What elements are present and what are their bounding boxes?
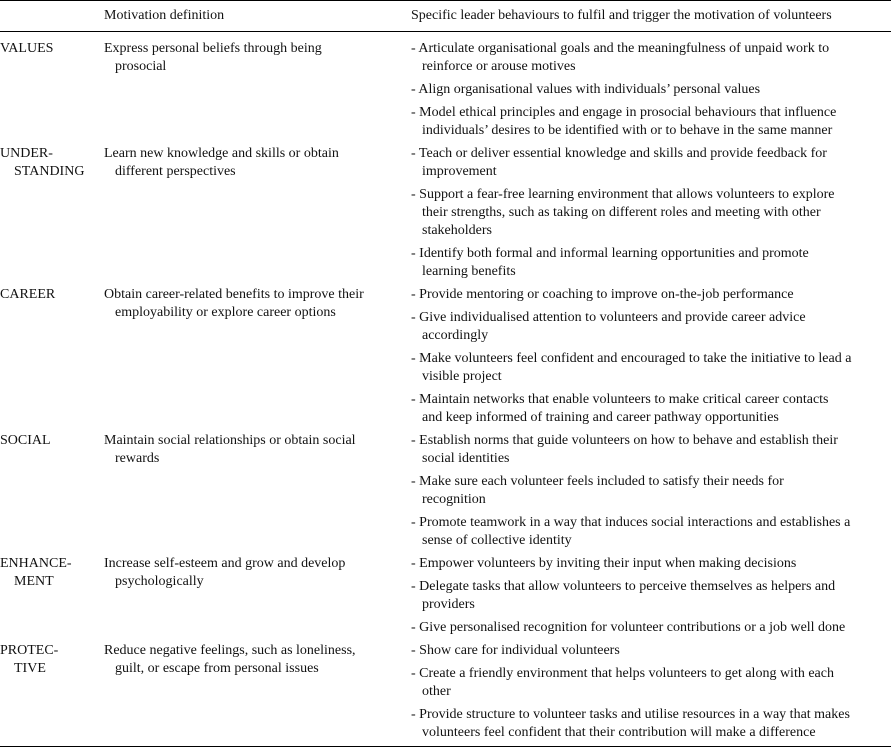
- behaviour-career-1: - Provide mentoring or coaching to improve on-the-job performance: [411, 287, 794, 302]
- behaviour-social-2: - Make sure each volunteer feels included to satisfy their needs for: [411, 474, 784, 489]
- header-rule: [0, 31, 891, 32]
- behaviour-understanding-2-cont-1: their strengths, such as taking on different roles and meeting with other: [422, 205, 821, 220]
- behaviour-protective-2: - Create a friendly environment that helps volunteers to get along with each: [411, 666, 834, 681]
- definition-social-line-1: Maintain social relationships or obtain social: [104, 433, 356, 448]
- behaviour-social-1: - Establish norms that guide volunteers on how to behave and establish their: [411, 433, 838, 448]
- behaviour-career-4-cont: and keep informed of training and career pathway opportunities: [422, 410, 779, 425]
- behaviour-values-3: - Model ethical principles and engage in prosocial behaviours that influence: [411, 105, 837, 120]
- behaviour-values-3-cont: individuals’ desires to be identified with or to behave in the same manner: [422, 123, 833, 138]
- behaviour-understanding-2: - Support a fear-free learning environment that allows volunteers to explore: [411, 187, 835, 202]
- behaviour-career-4: - Maintain networks that enable volunteers to make critical career contacts: [411, 392, 829, 407]
- behaviour-enhancement-2-cont: providers: [422, 597, 475, 612]
- behaviour-social-1-cont: social identities: [422, 451, 510, 466]
- behaviour-social-3: - Promote teamwork in a way that induces social interactions and establishes a: [411, 515, 851, 530]
- behaviour-enhancement-2: - Delegate tasks that allow volunteers to perceive themselves as helpers and: [411, 579, 836, 594]
- definition-social-line-2: rewards: [115, 451, 160, 466]
- behaviour-protective-1: - Show care for individual volunteers: [411, 643, 620, 658]
- bottom-rule: [0, 746, 891, 747]
- behaviour-social-3-cont: sense of collective identity: [422, 533, 572, 548]
- behaviour-social-2-cont: recognition: [422, 492, 486, 507]
- behaviour-understanding-1-cont: improvement: [422, 164, 497, 179]
- category-protective-line-2: TIVE: [14, 661, 46, 676]
- behaviour-enhancement-1: - Empower volunteers by inviting their input when making decisions: [411, 556, 797, 571]
- category-career: CAREER: [0, 287, 56, 302]
- definition-understanding-line-2: different perspectives: [115, 164, 236, 179]
- definition-values-line-1: Express personal beliefs through being: [104, 41, 322, 56]
- behaviour-understanding-2-cont-2: stakeholders: [422, 223, 492, 238]
- behaviour-protective-2-cont: other: [422, 684, 451, 699]
- behaviour-protective-3: - Provide structure to volunteer tasks and utilise resources in a way that makes: [411, 707, 850, 722]
- category-social: SOCIAL: [0, 433, 51, 448]
- behaviour-career-2: - Give individualised attention to volunteers and provide career advice: [411, 310, 806, 325]
- definition-enhancement-line-2: psychologically: [115, 574, 204, 589]
- top-rule: [0, 0, 891, 1]
- category-values: VALUES: [0, 41, 54, 56]
- definition-protective-line-2: guilt, or escape from personal issues: [115, 661, 319, 676]
- category-understanding-line-1: UNDER-: [0, 146, 53, 161]
- behaviour-career-3-cont: visible project: [422, 369, 502, 384]
- behaviour-career-3: - Make volunteers feel confident and encouraged to take the initiative to lead a: [411, 351, 852, 366]
- behaviour-career-2-cont: accordingly: [422, 328, 489, 343]
- behaviour-protective-3-cont: volunteers feel confident that their contribution will make a difference: [422, 725, 816, 740]
- behaviour-values-1-cont: reinforce or arouse motives: [422, 59, 576, 74]
- category-enhancement-line-2: MENT: [14, 574, 54, 589]
- behaviour-understanding-3-cont: learning benefits: [422, 264, 516, 279]
- header-definition: Motivation definition: [104, 8, 225, 23]
- definition-understanding-line-1: Learn new knowledge and skills or obtain: [104, 146, 339, 161]
- definition-values-line-2: prosocial: [115, 59, 167, 74]
- behaviour-enhancement-3: - Give personalised recognition for volunteer contributions or a job well done: [411, 620, 846, 635]
- category-enhancement-line-1: ENHANCE-: [0, 556, 72, 571]
- header-behaviours: Specific leader behaviours to fulfil and trigger the motivation of volunteers: [411, 8, 832, 23]
- definition-career-line-1: Obtain career-related benefits to improve their: [104, 287, 364, 302]
- definition-career-line-2: employability or explore career options: [115, 305, 336, 320]
- category-understanding-line-2: STANDING: [14, 164, 85, 179]
- behaviour-values-2: - Align organisational values with individuals’ personal values: [411, 82, 761, 97]
- behaviour-values-1: - Articulate organisational goals and the meaningfulness of unpaid work to: [411, 41, 830, 56]
- behaviour-understanding-1: - Teach or deliver essential knowledge and skills and provide feedback for: [411, 146, 827, 161]
- behaviour-understanding-3: - Identify both formal and informal learning opportunities and promote: [411, 246, 809, 261]
- definition-enhancement-line-1: Increase self-esteem and grow and develop: [104, 556, 346, 571]
- category-protective-line-1: PROTEC-: [0, 643, 59, 658]
- definition-protective-line-1: Reduce negative feelings, such as loneliness,: [104, 643, 356, 658]
